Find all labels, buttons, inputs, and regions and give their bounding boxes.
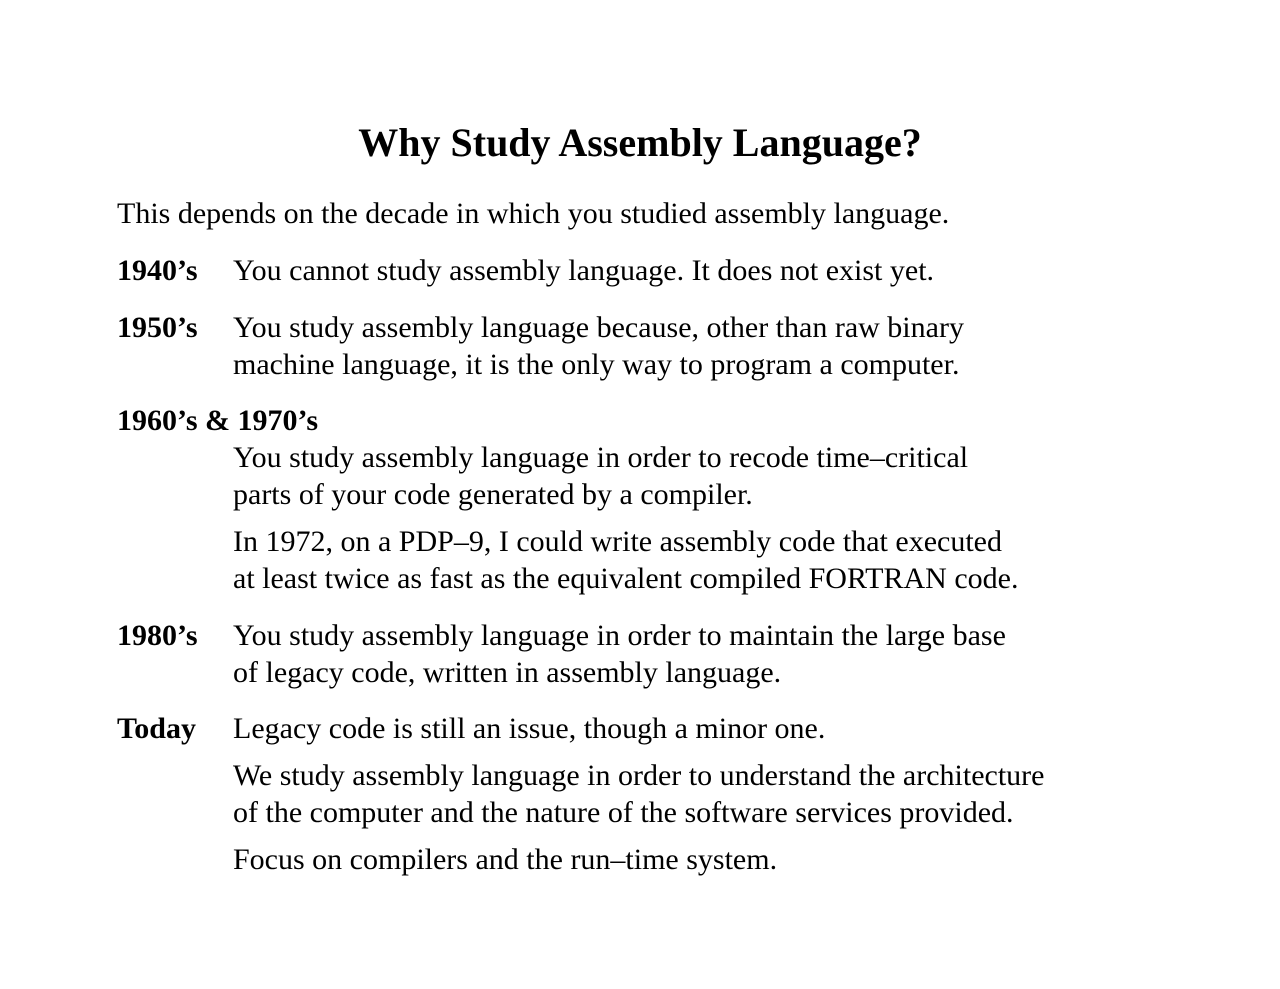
era-1950s-line: You study assembly language because, other than raw binary	[233, 311, 964, 344]
era-today-line: Focus on compilers and the run–time system.	[233, 843, 778, 876]
intro-text: This depends on the decade in which you studied assembly language.	[117, 197, 950, 230]
era-today-line: We study assembly language in order to understand the architecture	[233, 759, 1045, 792]
era-1960s-line: parts of your code generated by a compiler.	[233, 478, 753, 511]
era-1960s-line: You study assembly language in order to recode time–critical	[233, 441, 969, 474]
era-1980s-line: of legacy code, written in assembly language.	[233, 656, 782, 689]
era-label-1940s: 1940’s	[117, 254, 198, 287]
era-label-1980s: 1980’s	[117, 619, 198, 652]
era-1960s-line: at least twice as fast as the equivalent compiled FORTRAN code.	[233, 562, 1019, 595]
era-label-today: Today	[117, 712, 196, 745]
era-1950s-line: machine language, it is the only way to program a computer.	[233, 348, 960, 381]
era-today-line: Legacy code is still an issue, though a minor one.	[233, 712, 826, 745]
era-1980s-line: You study assembly language in order to maintain the large base	[233, 619, 1006, 652]
era-label-1950s: 1950’s	[117, 311, 198, 344]
page-title: Why Study Assembly Language?	[358, 120, 922, 165]
era-1940s-line: You cannot study assembly language. It does not exist yet.	[233, 254, 935, 287]
era-label-1960s-1970s: 1960’s & 1970’s	[117, 404, 319, 437]
era-today-line: of the computer and the nature of the software services provided.	[233, 796, 1014, 829]
era-1960s-line: In 1972, on a PDP–9, I could write assembly code that executed	[233, 525, 1002, 558]
